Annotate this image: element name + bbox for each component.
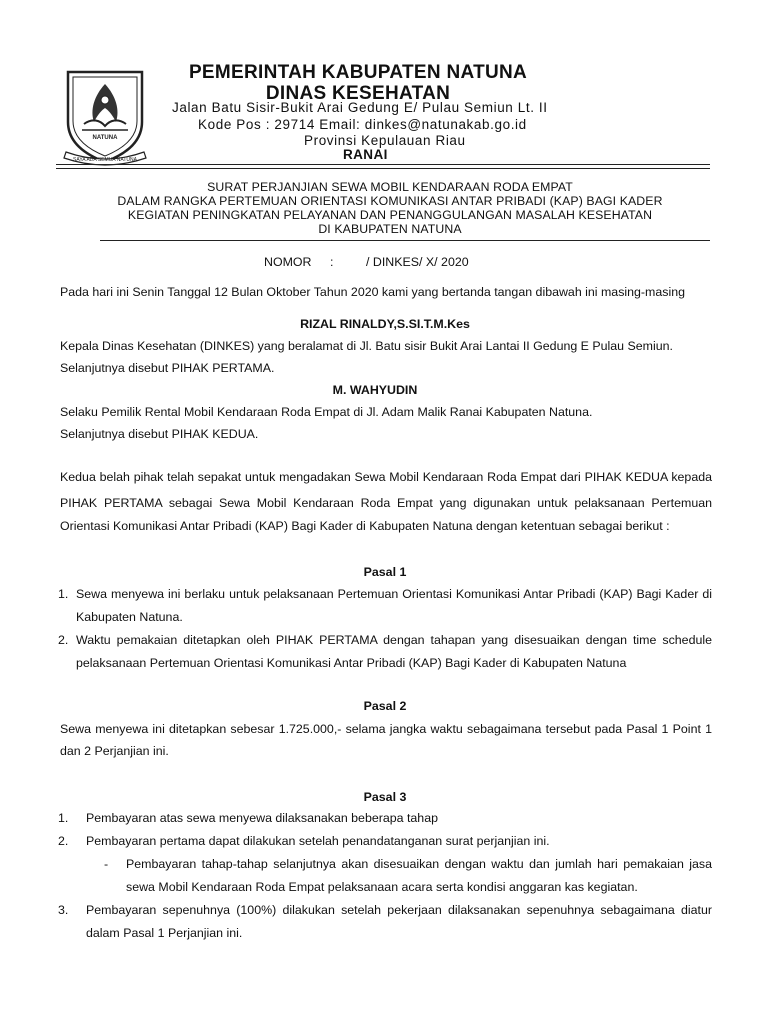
letterhead-government: PEMERINTAH KABUPATEN NATUNA xyxy=(188,62,528,83)
agreement-line-3: Orientasi Komunikasi Antar Pribadi (KAP) Bagi Kader di Kabupaten Natuna dengan ketentuan sebagai berikut : xyxy=(60,519,670,533)
letterhead-rule xyxy=(56,164,710,165)
party-one-description: Kepala Dinas Kesehatan (DINKES) yang beralamat di Jl. Batu sisir Bukit Arai Lantai II Gedung E Pulau Semiun. xyxy=(60,339,673,353)
pasal-3-item-1-number: 1. xyxy=(58,811,69,825)
party-one-alias: Selanjutnya disebut PIHAK PERTAMA. xyxy=(60,361,275,375)
letterhead-postal-email: Kode Pos : 29714 Email: dinkes@natunakab.go.id xyxy=(198,117,527,132)
party-two-alias: Selanjutnya disebut PIHAK KEDUA. xyxy=(60,427,259,441)
letter-title-line-3: KEGIATAN PENINGKATAN PELAYANAN DAN PENANGGULANGAN MASALAH KESEHATAN xyxy=(127,208,653,222)
nomor-value: / DINKES/ X/ 2020 xyxy=(366,255,469,269)
nomor-colon: : xyxy=(330,255,334,269)
letterhead-city: RANAI xyxy=(343,147,388,162)
agreement-line-2: PIHAK PERTAMA sebagai Sewa Mobil Kendaraan Roda Empat yang digunakan untuk pelaksanaan Pertemuan xyxy=(60,496,712,510)
pasal-3-item-3-line-2: dalam Pasal 1 Perjanjian ini. xyxy=(86,926,243,940)
nomor-label: NOMOR xyxy=(264,255,312,269)
pasal-2-line-1: Sewa menyewa ini ditetapkan sebesar 1.725.000,- selama jangka waktu sebagaimana tersebut pada Pasal 1 Point 1 xyxy=(60,722,712,736)
pasal-3-heading: Pasal 3 xyxy=(363,790,407,804)
pasal-1-item-2-line-2: pelaksanaan Pertemuan Orientasi Komunikasi Antar Pribadi (KAP) Bagi Kader di Kabupaten Natuna xyxy=(76,656,627,670)
letterhead-department: DINAS KESEHATAN xyxy=(265,83,451,104)
party-two-description: Selaku Pemilik Rental Mobil Kendaraan Roda Empat di Jl. Adam Malik Ranai Kabupaten Natuna. xyxy=(60,405,593,419)
letter-title-line-4: DI KABUPATEN NATUNA xyxy=(318,222,462,236)
letterhead-rule-thin xyxy=(56,168,710,169)
pasal-1-heading: Pasal 1 xyxy=(363,565,407,579)
logo-text: NATUNA xyxy=(92,135,118,141)
logo-motto: SAYA ADA SEMUA NATUNA xyxy=(73,157,137,163)
party-two-name: M. WAHYUDIN xyxy=(332,383,418,397)
opening-paragraph: Pada hari ini Senin Tanggal 12 Bulan Oktober Tahun 2020 kami yang bertanda tangan dibawah ini masing-masing xyxy=(60,285,685,299)
pasal-3-sub-line-2: sewa Mobil Kendaraan Roda Empat pelaksanaan acara serta kondisi anggaran kas kegiatan. xyxy=(126,880,638,894)
letter-title-line-2: DALAM RANGKA PERTEMUAN ORIENTASI KOMUNIKASI ANTAR PRIBADI (KAP) BAGI KADER xyxy=(117,194,663,208)
pasal-1-item-2-line-1: Waktu pemakaian ditetapkan oleh PIHAK PERTAMA dengan tahapan yang disesuaikan dengan time schedule xyxy=(76,633,712,647)
letterhead-province: Provinsi Kepulauan Riau xyxy=(304,133,466,148)
pasal-3-item-2-number: 2. xyxy=(58,834,69,848)
regency-logo xyxy=(54,66,156,166)
pasal-1-item-1-number: 1. xyxy=(58,587,69,601)
pasal-3-item-3-line-1: Pembayaran sepenuhnya (100%) dilakukan setelah pekerjaan dilaksanakan sepenuhnya sebagaimana diatur xyxy=(86,903,712,917)
pasal-3-item-3-number: 3. xyxy=(58,903,69,917)
pasal-1-item-1-line-1: Sewa menyewa ini berlaku untuk pelaksanaan Pertemuan Orientasi Komunikasi Antar Pribadi (KAP) Bagi Kader di xyxy=(76,587,712,601)
pasal-3-sub-dash: - xyxy=(104,857,109,871)
letterhead-address: Jalan Batu Sisir-Bukit Arai Gedung E/ Pulau Semiun Lt. II xyxy=(172,100,548,115)
pasal-2-line-2: dan 2 Perjanjian ini. xyxy=(60,744,169,758)
pasal-3-sub-line-1: Pembayaran tahap-tahap selanjutnya akan disesuaikan dengan waktu dan jumlah hari pemakaian jasa xyxy=(126,857,712,871)
pasal-1-item-2-number: 2. xyxy=(58,633,69,647)
pasal-2-heading: Pasal 2 xyxy=(363,699,407,713)
pasal-3-item-1: Pembayaran atas sewa menyewa dilaksanakan beberapa tahap xyxy=(86,811,438,825)
letter-title-line-1: SURAT PERJANJIAN SEWA MOBIL KENDARAAN RODA EMPAT xyxy=(207,180,573,194)
pasal-3-item-2: Pembayaran pertama dapat dilakukan setelah penandatanganan surat perjanjian ini. xyxy=(86,834,550,848)
pasal-1-item-1-line-2: Kabupaten Natuna. xyxy=(76,610,183,624)
title-rule xyxy=(100,240,710,241)
agreement-line-1: Kedua belah pihak telah sepakat untuk mengadakan Sewa Mobil Kendaraan Roda Empat dari PIHAK KEDUA kepada xyxy=(60,470,712,484)
party-one-name: RIZAL RINALDY,S.SI.T.M.Kes xyxy=(300,317,470,331)
